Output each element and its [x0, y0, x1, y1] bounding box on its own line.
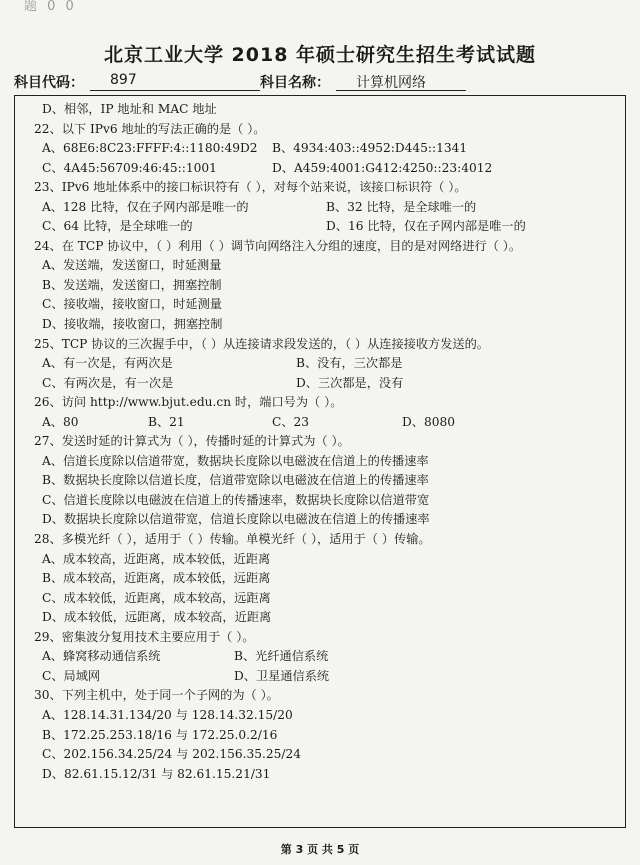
- option-text: D、数据块长度除以信道带宽，信道长度除以电磁波在信道上的传播速率: [42, 512, 430, 527]
- option-line: [34, 452, 620, 472]
- option-line: [34, 765, 620, 785]
- option-text: D、相邻，IP 地址和 MAC 地址: [42, 102, 217, 116]
- option-text: D、8080: [402, 414, 455, 429]
- subject-name-value: 计算机网络: [336, 72, 466, 91]
- question-stem: [34, 393, 620, 413]
- option-text: A、80: [42, 414, 79, 429]
- question-stem: [34, 237, 620, 257]
- subject-row: [14, 72, 626, 94]
- question-stem: [34, 178, 620, 198]
- option-text: A、128.14.31.134/20 与 128.14.32.15/20: [42, 707, 293, 722]
- option-text: D、接收端，接收窗口，拥塞控制: [42, 317, 223, 332]
- question-stem: [34, 530, 620, 550]
- option-line: [34, 217, 620, 237]
- option-text: C、成本较低，近距离，成本较高，远距离: [42, 590, 271, 605]
- question-stem: [34, 432, 620, 452]
- option-line: [34, 139, 620, 159]
- question-text: 27、发送时延的计算式为（ ），传播时延的计算式为（ ）。: [34, 434, 350, 449]
- option-line: [34, 295, 620, 315]
- option-text: B、成本较高，近距离，成本较低，远距离: [42, 571, 271, 586]
- option-text: C、23: [272, 414, 310, 429]
- option-line: [34, 100, 620, 120]
- question-text: 28、多模光纤（ ），适用于（ ）传输。单模光纤（ ），适用于（ ）传输。: [34, 532, 431, 547]
- option-text: D、卫星通信系统: [234, 668, 330, 683]
- option-line: [34, 706, 620, 726]
- question-text: 23、IPv6 地址体系中的接口标识符有（ ），对每个站来说，该接口标识符（ ）。: [34, 180, 467, 195]
- option-text: B、数据块长度除以信道长度，信道带宽除以电磁波在信道上的传播速率: [42, 473, 429, 488]
- option-text: B、没有，三次都是: [296, 356, 403, 371]
- question-list: [34, 100, 620, 784]
- option-line: [34, 198, 620, 218]
- option-text: B、32 比特，是全球唯一的: [326, 199, 477, 214]
- option-line: [34, 667, 620, 687]
- option-line: [34, 315, 620, 335]
- option-text: B、21: [148, 414, 185, 429]
- option-text: B、发送端，发送窗口，拥塞控制: [42, 277, 222, 292]
- option-line: [34, 354, 620, 374]
- question-text: 29、密集波分复用技术主要应用于（ ）。: [34, 629, 255, 644]
- option-text: A、成本较高，近距离，成本较低，近距离: [42, 551, 271, 566]
- subject-name-label: 科目名称：: [260, 75, 330, 91]
- option-line: [34, 589, 620, 609]
- option-text: C、64 比特，是全球唯一的: [42, 219, 193, 234]
- subject-code-value: 897: [90, 72, 260, 91]
- question-text: 26、访问 http://www.bjut.edu.cn 时，端口号为（ ）。: [34, 395, 343, 410]
- question-text: 24、在 TCP 协议中，（ ）利用（ ）调节向网络注入分组的速度，目的是对网络进行（ ）。: [34, 238, 522, 253]
- subject-code-label: 科目代码：: [14, 75, 84, 91]
- option-line: [34, 159, 620, 179]
- option-line: [34, 550, 620, 570]
- option-line: [34, 726, 620, 746]
- option-line: [34, 471, 620, 491]
- option-line: [34, 276, 620, 296]
- option-text: B、光纤通信系统: [234, 649, 329, 664]
- option-text: C、4A45:56709:46:45::1001: [42, 160, 217, 175]
- option-text: D、82.61.15.12/31 与 82.61.15.21/31: [42, 766, 271, 781]
- question-stem: [34, 686, 620, 706]
- option-line: [34, 413, 620, 433]
- option-line: [34, 608, 620, 628]
- option-text: A、蜂窝移动通信系统: [42, 649, 161, 664]
- option-text: D、三次都是，没有: [296, 375, 404, 390]
- question-stem: [34, 335, 620, 355]
- option-text: B、4934:403::4952:D445::1341: [272, 141, 468, 156]
- page-title: 北京工业大学 2018 年硕士研究生招生考试试题: [103, 44, 537, 66]
- question-text: 22、以下 IPv6 地址的写法正确的是（ ）。: [34, 121, 266, 136]
- option-text: C、局域网: [42, 668, 101, 683]
- option-text: B、172.25.253.18/16 与 172.25.0.2/16: [42, 727, 278, 742]
- option-text: A、68E6:8C23:FFFF:4::1180:49D2: [42, 141, 258, 156]
- option-text: C、有两次是，有一次是: [42, 375, 174, 390]
- option-text: A、128 比特，仅在子网内部是唯一的: [42, 199, 249, 214]
- option-line: [34, 374, 620, 394]
- top-mark: 题 0 0: [24, 0, 77, 14]
- option-text: D、A459:4001:G412:4250::23:4012: [272, 160, 493, 175]
- page-footer: 第 3 页 共 5 页: [280, 843, 360, 856]
- question-text: 25、TCP 协议的三次握手中，（ ）从连接请求段发送的，（ ）从连接接收方发送的。: [34, 336, 489, 351]
- option-text: D、成本较低，远距离，成本较高，近距离: [42, 610, 272, 625]
- option-text: C、信道长度除以电磁波在信道上的传播速率，数据块长度除以信道带宽: [42, 492, 430, 507]
- option-text: C、202.156.34.25/24 与 202.156.35.25/24: [42, 747, 302, 762]
- question-text: 30、下列主机中，处于同一个子网的为（ ）。: [34, 688, 279, 703]
- question-stem: [34, 628, 620, 648]
- option-line: [34, 491, 620, 511]
- option-line: [34, 510, 620, 530]
- option-line: [34, 647, 620, 667]
- option-line: [34, 569, 620, 589]
- option-text: A、发送端，发送窗口，时延测量: [42, 258, 222, 273]
- option-text: A、信道长度除以信道带宽，数据块长度除以电磁波在信道上的传播速率: [42, 453, 429, 468]
- option-line: [34, 745, 620, 765]
- option-text: D、16 比特，仅在子网内部是唯一的: [326, 219, 526, 234]
- question-stem: [34, 120, 620, 140]
- option-text: A、有一次是，有两次是: [42, 356, 173, 371]
- option-line: [34, 256, 620, 276]
- option-text: C、接收端，接收窗口，时延测量: [42, 297, 222, 312]
